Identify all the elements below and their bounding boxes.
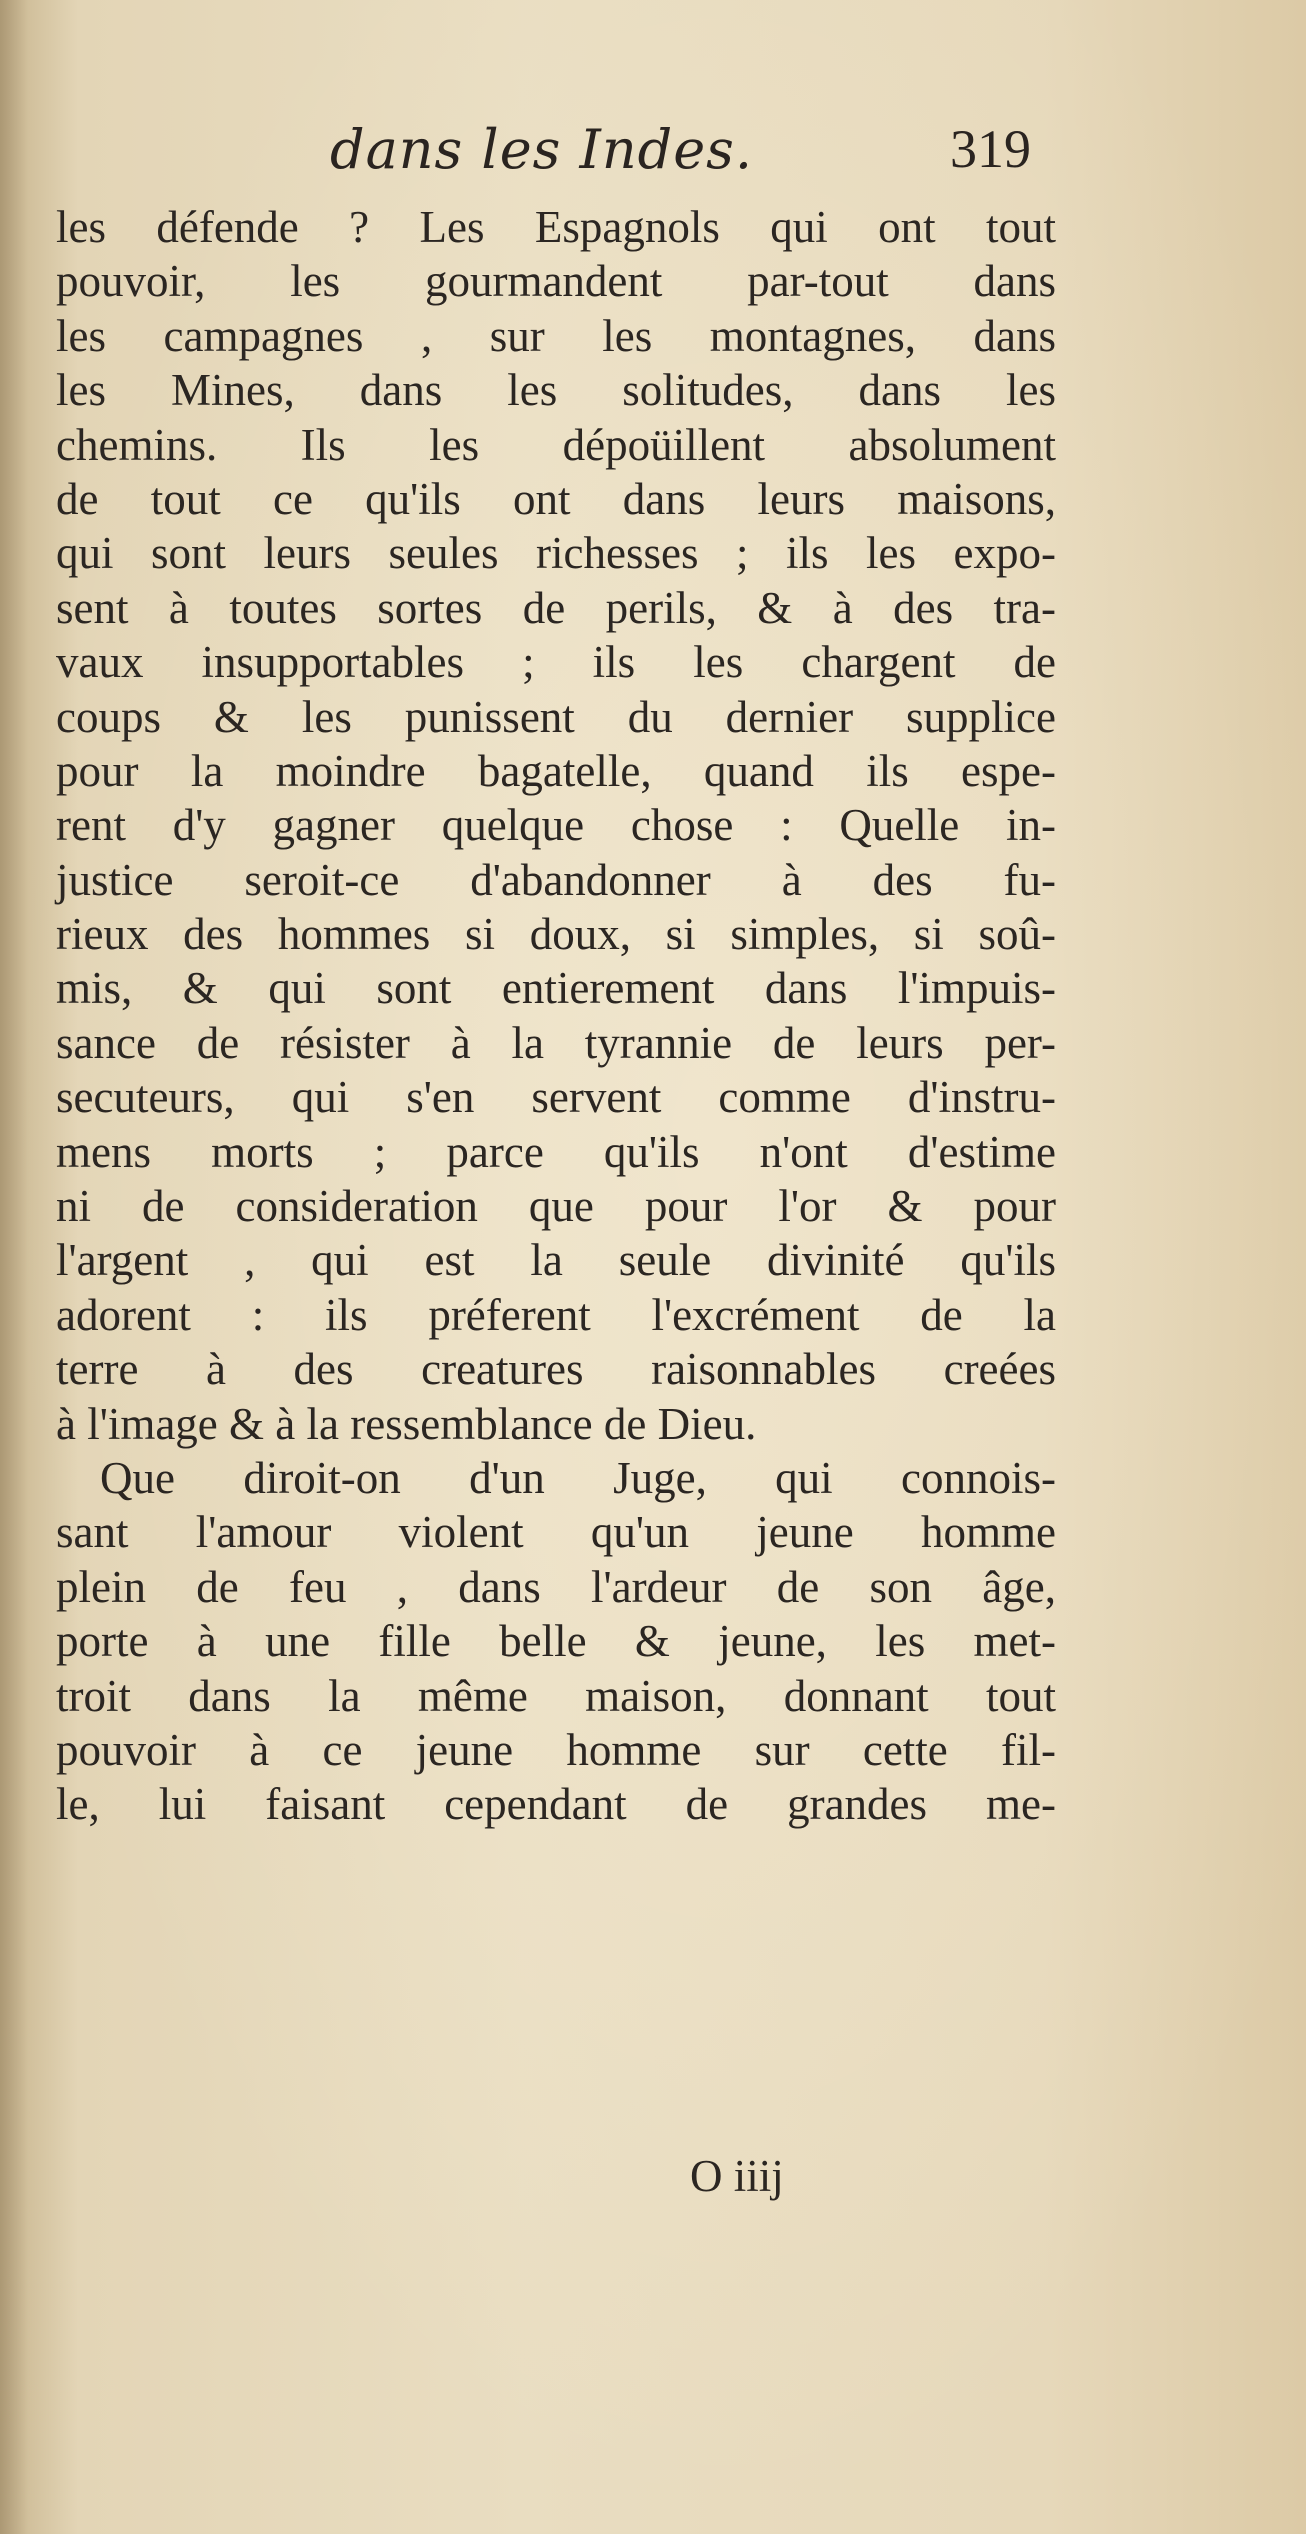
text-line: le, lui faisant cependant de grandes me- xyxy=(56,1779,1056,1830)
text-line: sant l'amour violent qu'un jeune homme xyxy=(56,1507,1056,1558)
text-line: qui sont leurs seules richesses ; ils les expo- xyxy=(56,528,1056,579)
text-line: rieux des hommes si doux, si simples, si soû- xyxy=(56,909,1056,960)
text-line: mis, & qui sont entierement dans l'impuis- xyxy=(56,963,1056,1014)
running-head xyxy=(0,118,1306,198)
text-line: de tout ce qu'ils ont dans leurs maisons, xyxy=(56,473,1056,524)
text-line: rent d'y gagner quelque chose : Quelle in- xyxy=(56,800,1056,851)
text-line: les campagnes , sur les montagnes, dans xyxy=(56,310,1056,361)
text-line: à l'image & à la ressemblance de Dieu. xyxy=(56,1398,757,1449)
text-line: justice seroit-ce d'abandonner à des fu- xyxy=(56,854,1056,905)
text-line: pouvoir à ce jeune homme sur cette fil- xyxy=(56,1724,1056,1775)
text-line: chemins. Ils les dépoüillent absolument xyxy=(56,419,1056,470)
text-line: les défende ? Les Espagnols qui ont tout xyxy=(56,202,1056,252)
text-line: coups & les punissent du dernier supplice xyxy=(56,691,1056,742)
page-number: 319 xyxy=(950,119,1031,179)
text-line: mens morts ; parce qu'ils n'ont d'estime xyxy=(56,1126,1056,1177)
body-text xyxy=(56,200,1056,1832)
text-line: l'argent , qui est la seule divinité qu'ils xyxy=(56,1235,1056,1286)
running-title: dans les Indes. xyxy=(330,118,754,181)
paragraph-start-line: Que diroit-on d'un Juge, qui connois- xyxy=(100,1452,1056,1503)
text-line: troit dans la même maison, donnant tout xyxy=(56,1670,1056,1721)
text-line: sent à toutes sortes de perils, & à des tra- xyxy=(56,582,1056,633)
text-line: ni de consideration que pour l'or & pour xyxy=(56,1181,1056,1232)
text-line: les Mines, dans les solitudes, dans les xyxy=(56,365,1056,416)
signature-mark: O iiij xyxy=(690,2151,784,2201)
gutter-shadow xyxy=(0,0,28,2534)
text-line: vaux insupportables ; ils les chargent de xyxy=(56,637,1056,688)
text-line: plein de feu , dans l'ardeur de son âge, xyxy=(56,1561,1056,1612)
text-line: sance de résister à la tyrannie de leurs per- xyxy=(56,1017,1056,1068)
text-line: adorent : ils préferent l'excrément de la xyxy=(56,1289,1056,1340)
text-line: porte à une fille belle & jeune, les met- xyxy=(56,1616,1056,1667)
text-line: pouvoir, les gourmandent par-tout dans xyxy=(56,256,1056,307)
text-line: secuteurs, qui s'en servent comme d'instru- xyxy=(56,1072,1056,1123)
text-line: pour la moindre bagatelle, quand ils espe- xyxy=(56,745,1056,796)
text-line: terre à des creatures raisonnables creées xyxy=(56,1344,1056,1395)
